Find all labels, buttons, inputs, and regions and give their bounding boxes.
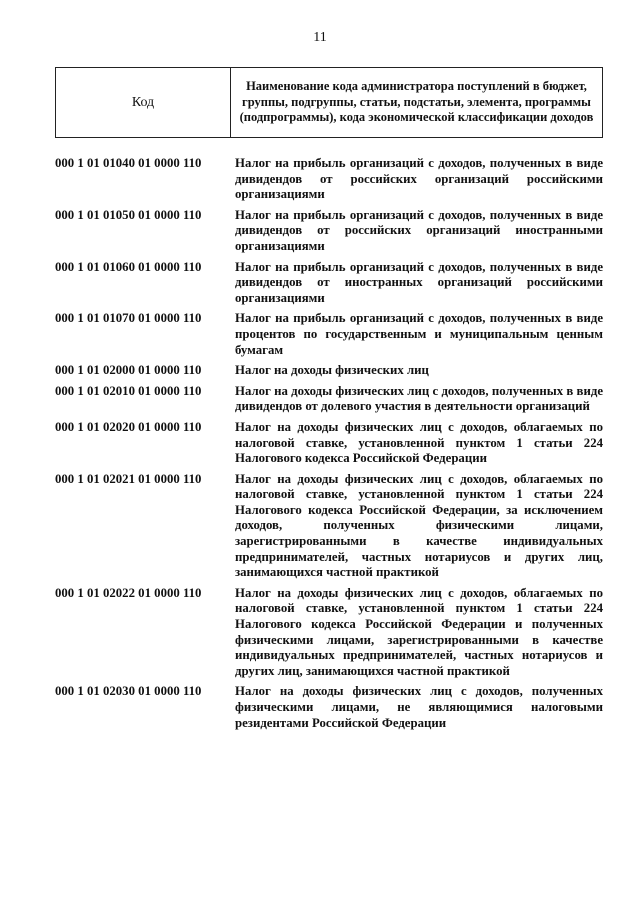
- row-code: 000 1 01 02020 01 0000 110: [55, 419, 202, 434]
- row-code: 000 1 01 02000 01 0000 110: [55, 363, 202, 378]
- table-header: [55, 67, 603, 138]
- header-code-label: Код: [56, 68, 231, 137]
- row-code: 000 1 01 02021 01 0000 110: [55, 471, 202, 486]
- row-description: Налог на прибыль организаций с доходов, полученных в виде дивидендов от российских организаций российскими организациями: [235, 156, 603, 202]
- table-row: [55, 208, 605, 255]
- table-row: [55, 311, 605, 358]
- table-row: [55, 260, 605, 307]
- row-description: Налог на доходы физических лиц с доходов, полученных в виде дивидендов от долевого участия в деятельности организаций: [235, 383, 603, 414]
- table-row: [55, 472, 605, 581]
- row-code: 000 1 01 01050 01 0000 110: [55, 207, 202, 222]
- row-description: Налог на прибыль организаций с доходов, полученных в виде дивидендов от иностранных организаций российскими организациями: [235, 259, 603, 305]
- table-row: [55, 684, 605, 731]
- row-description: Налог на доходы физических лиц с доходов, полученных физическими лицами, не являющимися налоговыми резидентами Российской Федерации: [235, 684, 603, 730]
- classification-list: [55, 156, 605, 736]
- row-code: 000 1 01 02022 01 0000 110: [55, 585, 202, 600]
- row-code: 000 1 01 02010 01 0000 110: [55, 383, 202, 398]
- table-row: [55, 586, 605, 680]
- row-description: Налог на прибыль организаций с доходов, полученных в виде дивидендов от российских организаций иностранными организациями: [235, 207, 603, 253]
- row-description: Налог на прибыль организаций с доходов, полученных в виде процентов по государственным и муниципальным ценным бумагам: [235, 311, 603, 357]
- table-row: [55, 156, 605, 203]
- table-row: [55, 420, 605, 467]
- page-number: 11: [313, 30, 327, 45]
- row-description: Налог на доходы физических лиц с доходов, облагаемых по налоговой ставке, установленной пунктом 1 статьи 224 Налогового кодекса Российской Федерации, за исключением доходов, полученных физическими лицами, зарегистрированными в качестве индивидуальных предпринимателей, частных нотариусов и других лиц, занимающихся частной практикой: [235, 471, 603, 580]
- table-row: [55, 363, 605, 379]
- row-description: Налог на доходы физических лиц с доходов, облагаемых по налоговой ставке, установленной пунктом 1 статьи 224 Налогового кодекса Российской Федерации: [235, 419, 603, 466]
- table-row: [55, 384, 605, 415]
- row-code: 000 1 01 01040 01 0000 110: [55, 156, 202, 170]
- row-code: 000 1 01 01070 01 0000 110: [55, 311, 202, 326]
- header-name-label: Наименование кода администратора поступлений в бюджет, группы, подгруппы, статьи, подстатьи, элемента, программы (подпрограммы), кода экономической классификации доходов: [239, 79, 594, 125]
- row-description: Налог на доходы физических лиц: [235, 363, 429, 378]
- row-code: 000 1 01 02030 01 0000 110: [55, 684, 202, 699]
- row-description: Налог на доходы физических лиц с доходов, облагаемых по налоговой ставке, установленной пунктом 1 статьи 224 Налогового кодекса Российской Федерации и полученных физическими лицами, зарегистрированными в качестве индивидуальных предпринимателей, частных нотариусов и других лиц, занимающихся частной практикой: [235, 585, 603, 678]
- row-code: 000 1 01 01060 01 0000 110: [55, 259, 202, 274]
